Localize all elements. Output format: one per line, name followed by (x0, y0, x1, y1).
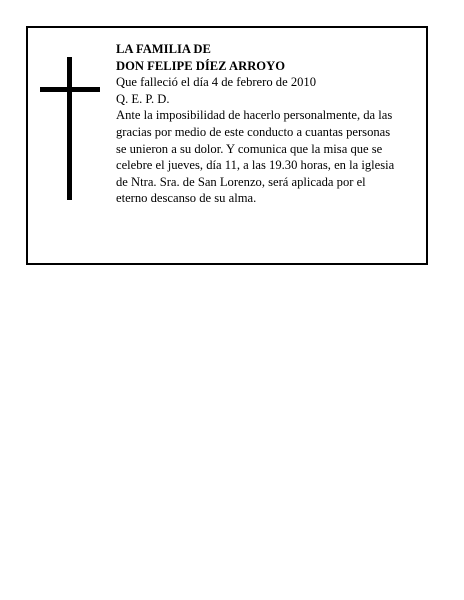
cross-horizontal-bar (40, 87, 100, 92)
body-line: celebre el jueves, día 11, a las 19.30 horas, en la iglesia (116, 158, 395, 173)
body-line: Ante la imposibilidad de hacerlo personalmente, da las (116, 108, 393, 123)
death-date-line: Que falleció el día 4 de febrero de 2010 (116, 75, 317, 90)
notice-text (116, 41, 420, 207)
family-heading: LA FAMILIA DE (116, 42, 211, 56)
cross-vertical-bar (67, 57, 72, 200)
deceased-name: DON FELIPE DÍEZ ARROYO (116, 58, 285, 73)
body-line: gracias por medio de este conducto a cuantas personas (116, 124, 391, 139)
cross-icon (40, 57, 100, 200)
body-line: eterno descanso de su alma. (116, 191, 257, 206)
body-line: de Ntra. Sra. de San Lorenzo, será aplicada por el (116, 174, 366, 189)
body-line: se unieron a su dolor. Y comunica que la misa que se (116, 141, 383, 156)
obituary-notice (26, 26, 428, 265)
rip-abbreviation: Q. E. P. D. (116, 91, 170, 106)
